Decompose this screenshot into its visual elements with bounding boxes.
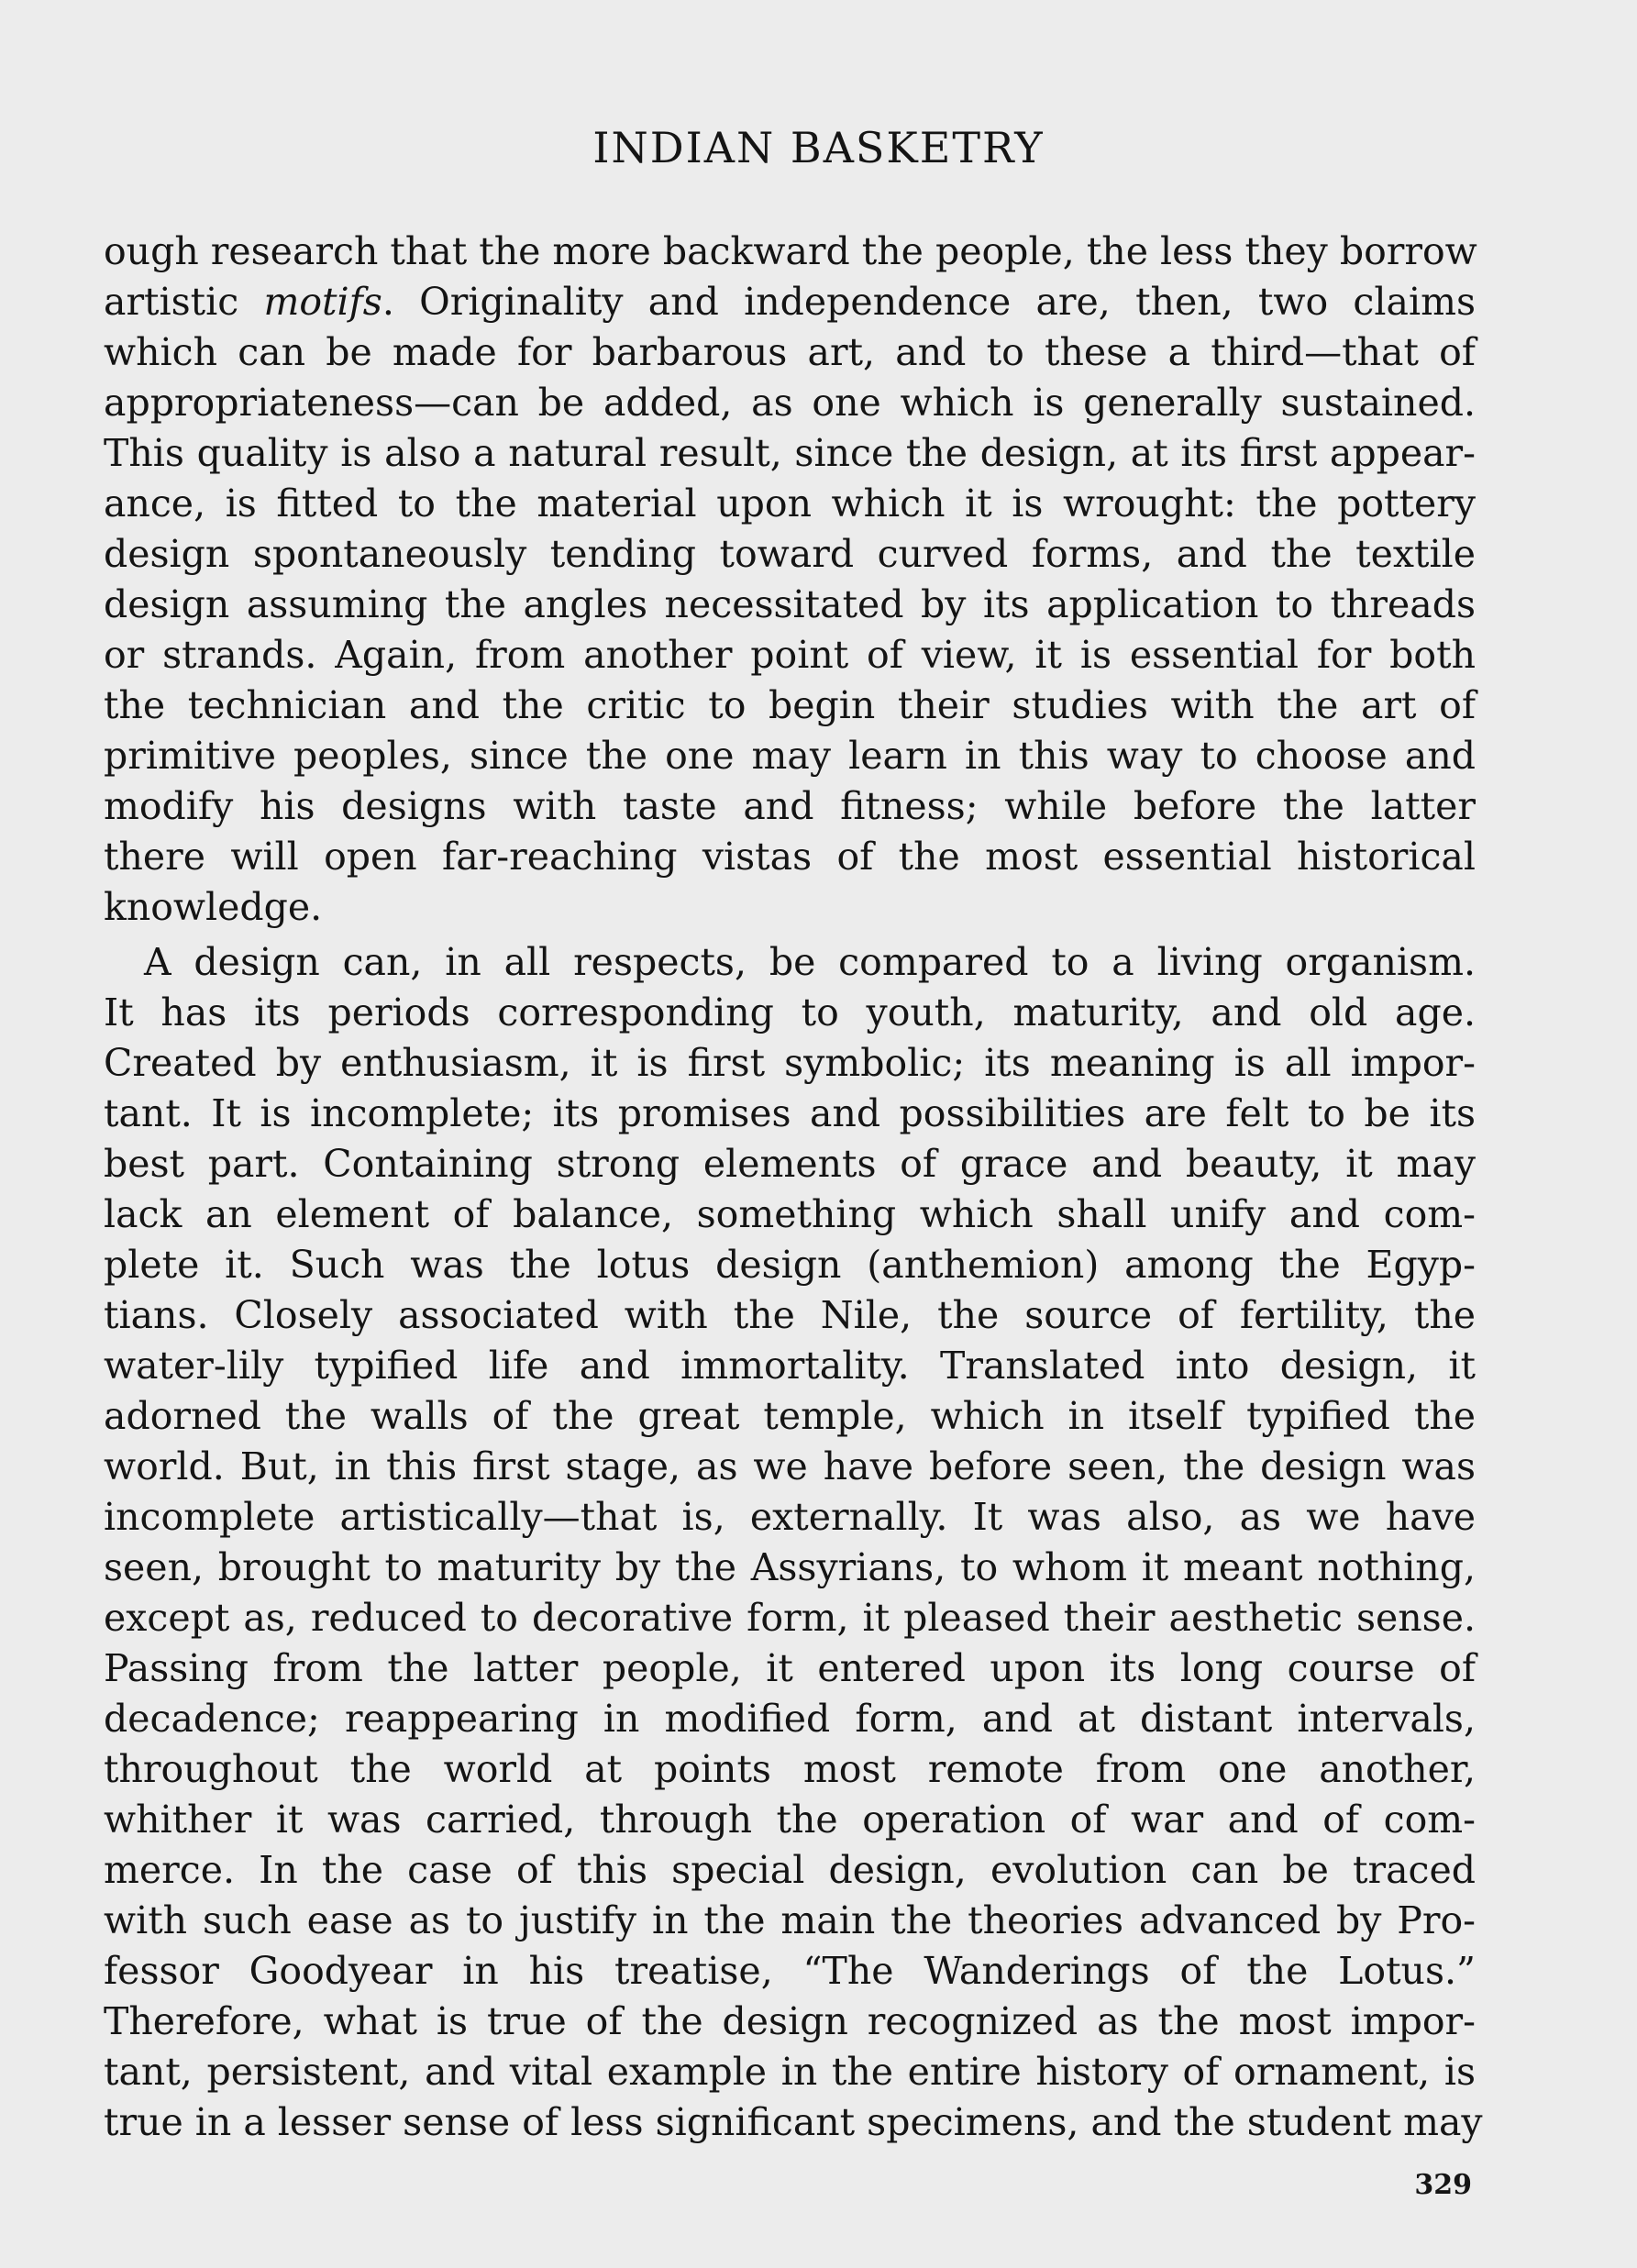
text-line: appropriateness—can be added, as one which is generally sustained. — [104, 381, 1476, 425]
text-line: plete it. Such was the lotus design (anthemion) among the Egyp- — [104, 1243, 1476, 1287]
text-line: tant, persistent, and vital example in the entire history of ornament, is — [104, 2050, 1476, 2094]
paragraph-1 — [104, 227, 1476, 933]
text-line: tant. It is incomplete; its promises and possibilities are felt to be its — [104, 1091, 1476, 1135]
text-line: design assuming the angles necessitated by its application to threads — [104, 582, 1476, 626]
text-line: incomplete artistically—that is, externally. It was also, as we have — [104, 1495, 1476, 1539]
running-head: INDIAN BASKETRY — [592, 123, 1045, 172]
text-line: design spontaneously tending toward curved forms, and the textile — [104, 532, 1476, 576]
text-line: world. But, in this first stage, as we have before seen, the design was — [104, 1444, 1476, 1488]
paragraph-2 — [104, 937, 1483, 2148]
text-line: merce. In the case of this special design, evolution can be traced — [104, 1848, 1476, 1892]
text-line: best part. Containing strong elements of grace and beauty, it may — [104, 1142, 1476, 1186]
italic-term: motifs — [263, 280, 382, 324]
text-line: ough research that the more backward the people, the less they borrow — [104, 229, 1477, 273]
text-run: artistic — [104, 280, 264, 324]
text-line: water-lily typified life and immortality. Translated into design, it — [104, 1344, 1476, 1388]
text-line: seen, brought to maturity by the Assyrians, to whom it meant nothing, — [104, 1545, 1476, 1589]
text-line: throughout the world at points most remote from one another, — [104, 1747, 1476, 1791]
text-line: Passing from the latter people, it entered upon its long course of — [104, 1646, 1476, 1690]
text-line: with such ease as to justify in the main the theories advanced by Pro- — [104, 1898, 1476, 1942]
text-line: It has its periods corresponding to youth, maturity, and old age. — [104, 990, 1476, 1034]
text-line: modify his designs with taste and fitness; while before the latter — [104, 784, 1476, 828]
text-line: ance, is fitted to the material upon which it is wrought: the pottery — [104, 481, 1476, 526]
text-line: tians. Closely associated with the Nile, the source of fertility, the — [104, 1293, 1476, 1337]
text-line: there will open far-reaching vistas of the most essential historical — [104, 835, 1476, 879]
text-line: adorned the walls of the great temple, which in itself typified the — [104, 1394, 1476, 1438]
text-line: A design can, in all respects, be compared to a living organism. — [144, 940, 1476, 984]
text-line — [104, 277, 1476, 327]
text-line: true in a lesser sense of less significant specimens, and the student may — [104, 2100, 1483, 2144]
text-line: fessor Goodyear in his treatise, “The Wanderings of the Lotus.” — [104, 1949, 1476, 1993]
text-line: lack an element of balance, something which shall unify and com- — [104, 1192, 1476, 1236]
text-run: . Originality and independence are, then, two claims — [382, 280, 1476, 324]
text-line: Created by enthusiasm, it is first symbolic; its meaning is all impor- — [104, 1041, 1476, 1085]
text-line: the technician and the critic to begin their studies with the art of — [104, 683, 1476, 727]
page-number: 329 — [1414, 2169, 1472, 2201]
text-line: decadence; reappearing in modified form, and at distant intervals, — [104, 1697, 1476, 1741]
text-line: Therefore, what is true of the design recognized as the most impor- — [104, 1999, 1476, 2043]
text-line: knowledge. — [104, 885, 323, 929]
text-line: primitive peoples, since the one may learn in this way to choose and — [104, 734, 1476, 778]
text-line: whither it was carried, through the operation of war and of com- — [104, 1798, 1476, 1842]
text-line: This quality is also a natural result, since the design, at its first appear- — [104, 431, 1476, 475]
text-line: which can be made for barbarous art, and to these a third—that of — [104, 330, 1476, 374]
text-line: except as, reduced to decorative form, it pleased their aesthetic sense. — [104, 1596, 1476, 1640]
text-line: or strands. Again, from another point of view, it is essential for both — [104, 633, 1476, 677]
